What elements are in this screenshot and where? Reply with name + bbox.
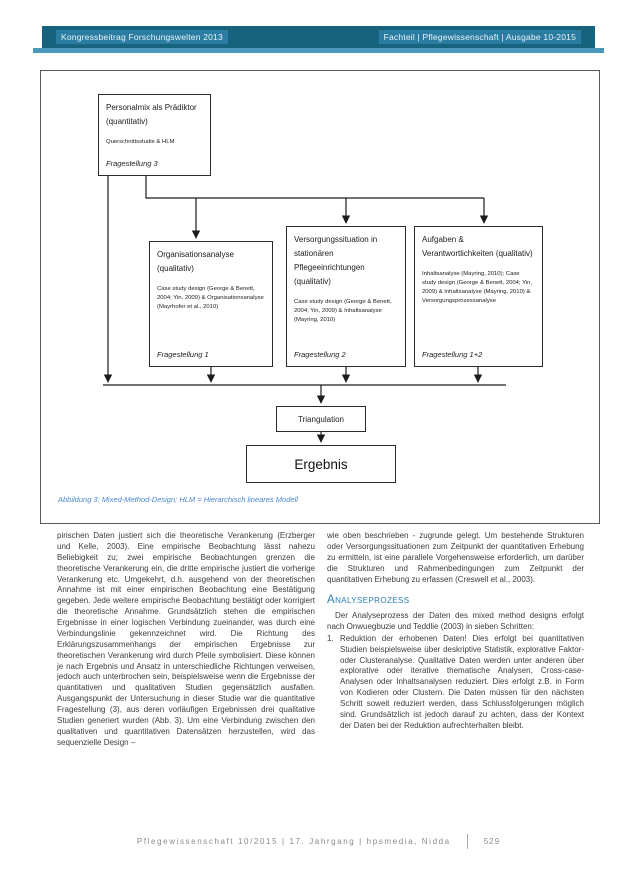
box-title: Organisationsanalyse (qualitativ) [157,250,234,273]
page-footer [0,834,637,849]
box-methods: Case study design (George & Benett, 2004; Yin, 2009) & Organisationsanalyse (Mayrhofer et al., 2010) [157,286,264,311]
box-title: Versorgungssituation in stationären Pflegeeinrichtungen (qualitativ) [294,235,378,286]
figure-caption: Abbildung 3: Mixed-Method-Design; HLM = Hierarchisch lineares Modell [58,495,298,504]
body-paragraph: pirischen Daten justiert sich die theoretische Verankerung (Erzberger und Kelle, 2003). Eine empirische Beobachtung lässt nahezu Beliebigkeit zu; zwei empirische Beobachtungen grenzen die theoretische Verankerung ein, die dritte empirische justiert die vorherige Verankerung etc. Umgekehrt, d.h. ausgehend von der theoretischen Annahme ist mit einer empirischen Beobachtung eine Bestätigung gegeben. Jede weitere empirische Beobachtung bestätigt oder korrigiert die theoretische Annahme. Grundsätzlich stehen die empirischen Ergebnisse in einer logischen Verbindung zueinander, was durch eine Verbindungslinie gekennzeichnet wird. Die Richtung des Erklärungszusammenhangs der empirischen Ergebnisse zur theoretischen Verankerung wird durch Pfeile symbolisiert. Diese können je nach Ergebnis und Ansatz in unterschiedliche Richtungen verweisen, jedoch auch unterbrochen sein, beispielsweise wenn die Ergebnisse der quantitativen und qualitativen Studien gegensätzlich ausfallen. Ausgangspunkt der Untersuchung in dieser Studie war die quantitative Fragestellung (3), aus deren vorläufigen Ergebnissen drei qualitative Studien generiert wurden (Abb. 3). Um eine Verbindung zwischen den qualitativen und quantitativen Datensätzen herzustellen, wird das sequenzielle Design – [57,531,315,747]
list-item-number: 1. [327,633,334,643]
flow-box-versorgungssituation [286,226,406,367]
box-methods: Case study design (George & Benett, 2004; Yin, 2009) & Inhaltsanalyse (Mayring, 2010) [294,299,392,324]
box-methods: Querschnittsstudie & HLM [106,139,175,145]
header-accent-strip [33,48,604,53]
flow-box-aufgaben [414,226,543,367]
section-heading-analyseprozess: Analyseprozess [327,594,410,607]
list-item-text: Reduktion der erhobenen Daten! Dies erfolgt bei quantitativen Studien beispielsweise über deskriptive Statistik, explorative Faktor- oder Clusteranalyse. Qualitative Daten werden unter anderen über explorative oder iterative thematische Analysen, Cross-case-Analysen oder Inhaltsanalysen reduziert. Dies erfolgt z.B. in Form von Kodieren oder Clustern. Die Daten müssen für den nächsten Schritt soweit reduziert werden, dass Schlussfolgerungen möglich sind. Grundsätzlich ist jedoch darauf zu achten, dass der Kontext der Daten bei der Reduktion aufrechterhalten bleibt. [340,633,584,730]
box-title: Personalmix als Prädiktor (quantitativ) [106,103,197,126]
flow-box-personalmix [98,94,211,176]
box-question: Fragestellung 2 [294,350,346,359]
flow-box-organisationsanalyse [149,241,273,367]
footer-journal-info: Pflegewissenschaft 10/2015 | 17. Jahrgang | hpsmedia, Nidda [136,837,451,846]
box-methods: Inhaltsanalyse (Mayring, 2010); Case study design (George & Benett, 2004; Yin, 2009) & Inhaltsanalyse (Mayring, 2010) & Versorgungsprozessanalyse [422,271,533,305]
box-question: Fragestellung 3 [106,159,158,168]
page-header-bar [42,26,595,48]
footer-divider [467,834,468,849]
box-question: Fragestellung 1 [157,350,209,359]
body-paragraph: Der Analyseprozess der Daten des mixed method designs erfolgt nach Onwuegbuzie und Teddlie (2003) in sieben Schritten: [327,611,584,631]
figure-frame [40,70,600,524]
header-left-label: Kongressbeitrag Forschungswelten 2013 [56,30,228,44]
flow-box-ergebnis: Ergebnis [246,445,396,483]
box-question: Fragestellung 1+2 [422,350,483,359]
left-text-column [57,531,315,749]
body-paragraph: wie oben beschrieben - zugrunde gelegt. Um bestehende Strukturen oder Versorgungssituationen zum Zeitpunkt der quantitativen Erhebung zu ermitteln, ist eine parallele Vorgehensweise erforderlich, um darüber die Strukturen und Rahmenbedingungen zum Zeitpunkt der quantitativen Erhebung zu erfassen (Creswell et al., 2003). [327,531,584,584]
page-number: 529 [483,837,501,846]
box-title: Aufgaben & Verantwortlichkeiten (qualitativ) [422,235,533,258]
header-right-label: Fachteil | Pflegewissenschaft | Ausgabe 10-2015 [379,30,581,44]
numbered-list-item [327,634,584,732]
right-text-column [327,531,584,732]
flow-box-triangulation: Triangulation [276,406,366,432]
